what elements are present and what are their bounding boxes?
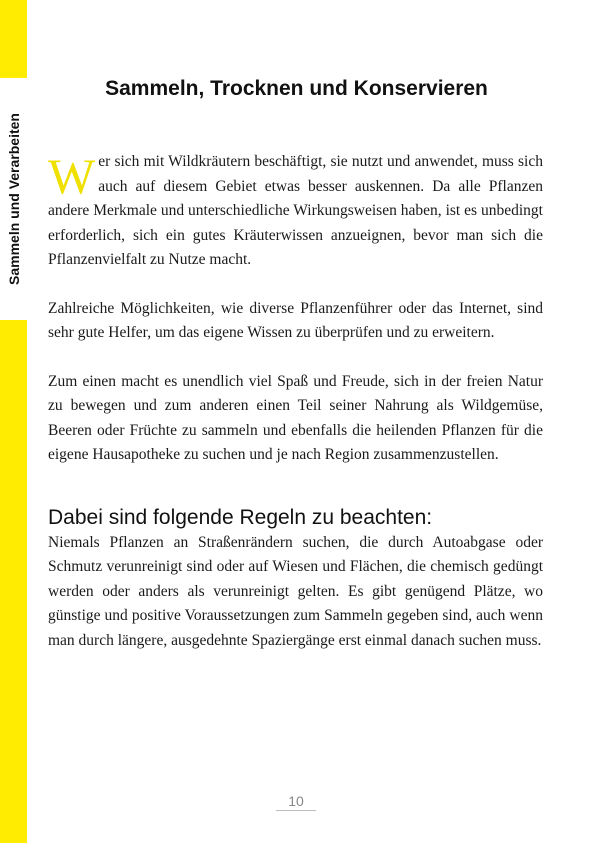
sidebar-accent-bottom: [0, 320, 27, 843]
paragraph-nature: Zum einen macht es unendlich viel Spaß und Freude, sich in der freien Natur zu bewegen und zum anderen einen Teil seiner Nahrung als Wildgemüse, Beeren oder Früchte zu sammeln und ebenfalls die heilenden Pflanzen für die eigene Hausapotheke zu suchen und je nach Region zusammenzustellen.: [48, 372, 543, 463]
page-title: Sammeln, Trocknen und Konservieren: [105, 77, 488, 100]
page-number-underline: [276, 810, 316, 811]
drop-cap: W: [48, 148, 96, 204]
intro-text: er sich mit Wildkräutern beschäftigt, sie nutzt und anwendet, muss sich auch auf diesem Gebiet etwas besser auskennen. Da alle Pflanzen andere Merkmale und unterschiedliche Wirkungsweisen haben, ist es unbedingt erforderlich, sich ein gutes Kräuterwissen anzueignen, bevor man sich die Pflanzenvielfalt zu Nutze macht.: [48, 153, 543, 268]
article-body: [48, 150, 543, 677]
sidebar-section-label: [0, 78, 27, 320]
sidebar-section-label-text: Sammeln und Verarbeiten: [5, 113, 22, 285]
rules-paragraph: Niemals Pflanzen an Straßenrändern suchen, die durch Autoabgase oder Schmutz verunreinigt sind oder auf Wiesen und Flächen, die chemisch gedüngt werden oder anders als verunreinigt gelten. Es gibt genügend Plätze, wo günstige und positive Voraussetzungen zum Sammeln gegeben sind, auch wenn man durch längere, ausgedehnte Spaziergänge erst einmal danach suchen muss.: [48, 533, 543, 649]
paragraph-resources: Zahlreiche Möglichkeiten, wie diverse Pflanzenführer oder das Internet, sind sehr gute Helfer, um das eigene Wissen zu überprüfen und zu erweitern.: [48, 299, 543, 341]
sidebar-accent-top: [0, 0, 27, 78]
page-number: 10: [288, 793, 304, 809]
rules-heading: Dabei sind folgende Regeln zu beachten:: [48, 505, 433, 529]
intro-paragraph: [48, 150, 543, 273]
